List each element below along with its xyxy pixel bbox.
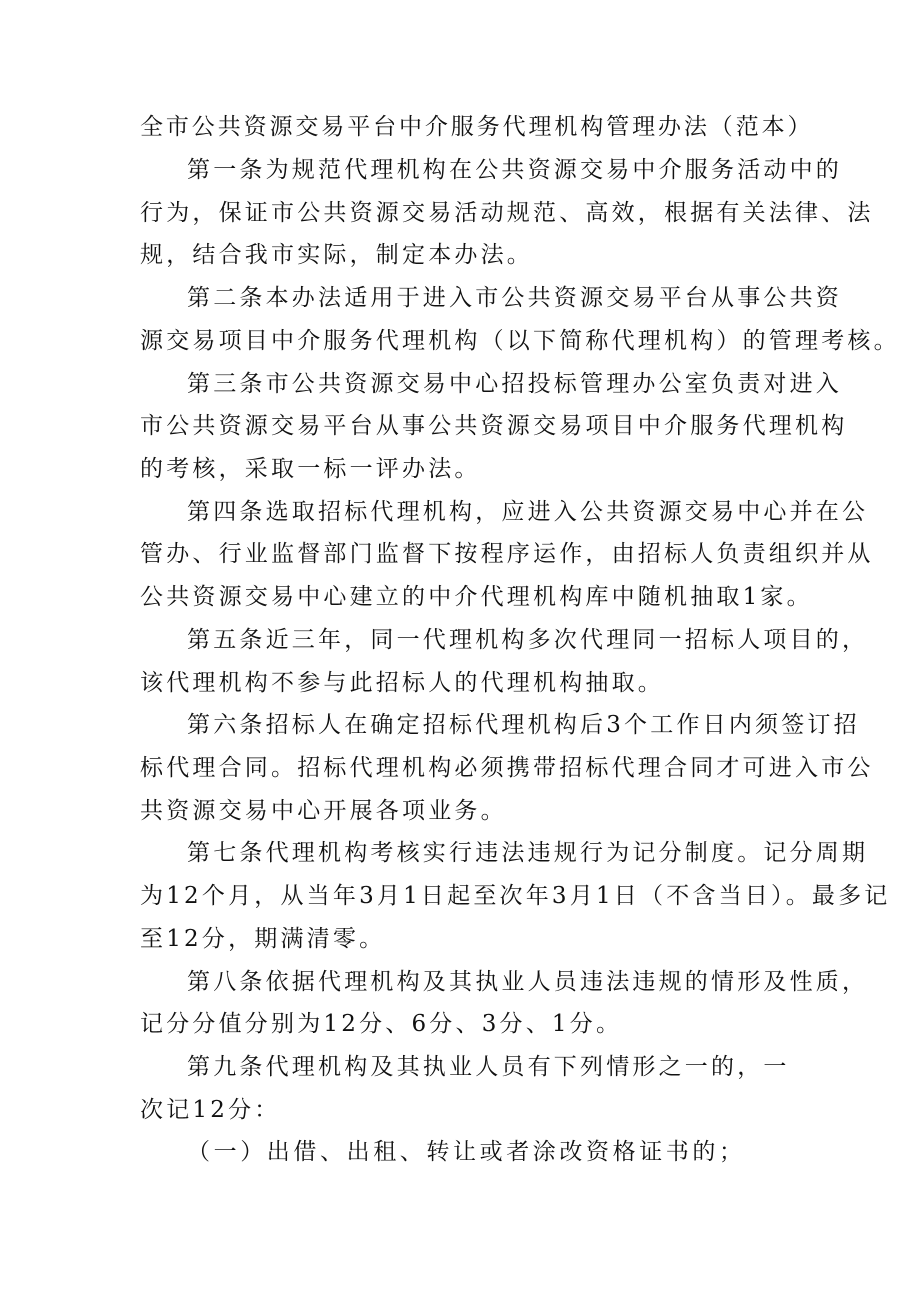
- article-6-line-2: 标代理合同。招标代理机构必须携带招标代理合同才可进入市公: [140, 755, 874, 781]
- article-7-line-3: 至12分，期满清零。: [140, 926, 386, 952]
- article-8-line-1: 第八条依据代理机构及其执业人员违法违规的情形及性质，: [187, 969, 869, 995]
- article-7-line-2: 为12个月，从当年3月1日起至次年3月1日（不含当日）。最多记: [140, 883, 891, 909]
- article-5-line-2: 该代理机构不参与此招标人的代理机构抽取。: [140, 670, 664, 696]
- article-3-line-2: 市公共资源交易平台从事公共资源交易项目中介服务代理机构: [140, 413, 848, 439]
- article-4-line-2: 管办、行业监督部门监督下按程序运作，由招标人负责组织并从: [140, 541, 874, 567]
- article-3-line-1: 第三条市公共资源交易中心招投标管理办公室负责对进入: [187, 371, 842, 397]
- article-8-line-2: 记分分值分别为12分、6分、3分、1分。: [140, 1011, 623, 1037]
- article-9-line-1: 第九条代理机构及其执业人员有下列情形之一的，一: [187, 1054, 790, 1080]
- article-1-line-2: 行为，保证市公共资源交易活动规范、高效，根据有关法律、法: [140, 200, 874, 226]
- document-title: 全市公共资源交易平台中介服务代理机构管理办法（范本）: [140, 114, 814, 140]
- article-6-line-1: 第六条招标人在确定招标代理机构后3个工作日内须签订招: [187, 712, 860, 738]
- article-5-line-1: 第五条近三年，同一代理机构多次代理同一招标人项目的，: [187, 627, 869, 653]
- article-1-line-3: 规，结合我市实际，制定本办法。: [140, 242, 533, 268]
- article-7-line-1: 第七条代理机构考核实行违法违规行为记分制度。记分周期: [187, 840, 869, 866]
- article-4-line-3: 公共资源交易中心建立的中介代理机构库中随机抽取1家。: [140, 584, 813, 610]
- article-4-line-1: 第四条选取招标代理机构，应进入公共资源交易中心并在公: [187, 499, 869, 525]
- article-2-line-2: 源交易项目中介服务代理机构（以下简称代理机构）的管理考核。: [140, 328, 900, 354]
- article-6-line-3: 共资源交易中心开展各项业务。: [140, 798, 507, 824]
- article-1-line-1: 第一条为规范代理机构在公共资源交易中介服务活动中的: [187, 157, 842, 183]
- article-3-line-3: 的考核，采取一标一评办法。: [140, 456, 481, 482]
- article-9-item-1: （一）出借、出租、转让或者涂改资格证书的；: [187, 1139, 746, 1165]
- article-9-line-2: 次记12分：: [140, 1097, 281, 1123]
- article-2-line-1: 第二条本办法适用于进入市公共资源交易平台从事公共资: [187, 285, 842, 311]
